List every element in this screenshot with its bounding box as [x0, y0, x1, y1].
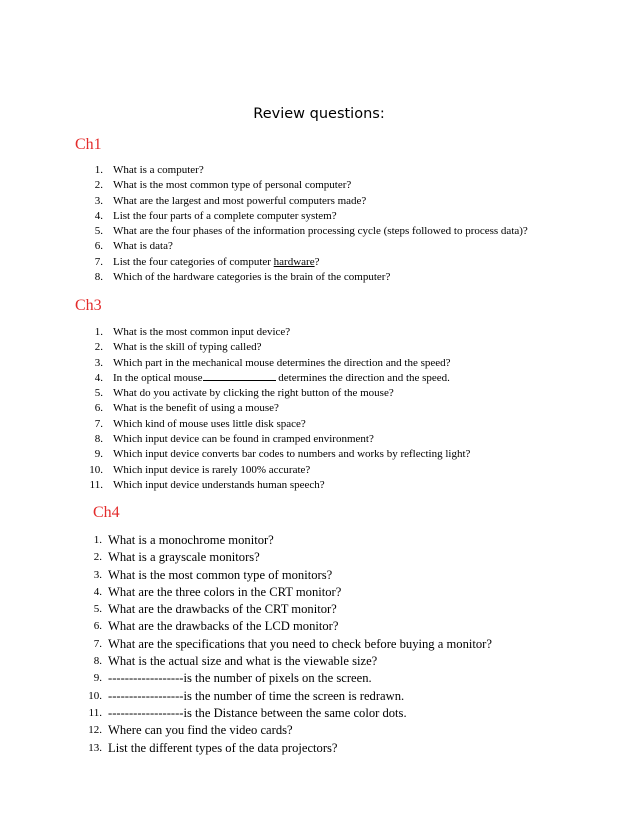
- question-text: Where can you find the video cards?: [108, 723, 293, 738]
- question-number: 12.: [88, 724, 102, 737]
- question-number: 1.: [94, 326, 103, 338]
- question-item: [94, 340, 470, 355]
- question-number: 11.: [89, 478, 103, 491]
- question-item: [94, 432, 470, 447]
- question-number: 7.: [94, 255, 103, 268]
- question-number: 3.: [94, 356, 103, 369]
- question-number: 1.: [93, 534, 102, 546]
- question-item: [94, 371, 470, 386]
- question-item: [94, 194, 528, 209]
- question-text-after: ?: [314, 255, 320, 268]
- question-item: [94, 325, 470, 340]
- question-number: 9.: [93, 672, 102, 685]
- question-item: [93, 532, 492, 549]
- chapter-heading-label: Ch1: [75, 136, 102, 153]
- question-text: Which of the hardware categories is the brain of the computer?: [113, 271, 391, 284]
- question-number: 4.: [93, 585, 102, 598]
- question-number: 7.: [93, 637, 102, 650]
- question-item: [88, 688, 492, 705]
- underlined-term: hardware: [273, 255, 315, 268]
- question-item: [94, 447, 471, 462]
- question-number: 8.: [93, 655, 102, 668]
- question-number: 1.: [94, 164, 103, 176]
- question-text: What are the drawbacks of the LCD monitor?: [108, 619, 339, 634]
- question-item: [93, 670, 492, 687]
- chapter-heading-label: Ch3: [75, 297, 102, 314]
- question-item: [88, 722, 492, 739]
- question-item: [94, 401, 470, 416]
- question-item: [94, 417, 470, 432]
- question-text: ------------------is the number of time the screen is redrawn.: [108, 688, 405, 703]
- question-number: 2.: [94, 179, 103, 192]
- question-list-ch4: [88, 532, 492, 757]
- question-text: What is a grayscale monitors?: [108, 550, 260, 565]
- question-number: 5.: [94, 225, 103, 238]
- page-title: Review questions:: [253, 106, 385, 122]
- chapter-heading-ch4: [93, 504, 120, 522]
- question-text: Which input device converts bar codes to numbers and works by reflecting light?: [113, 448, 471, 461]
- question-number: 10.: [88, 689, 102, 702]
- question-text: What is the actual size and what is the viewable size?: [108, 654, 378, 669]
- question-number: 3.: [93, 568, 102, 581]
- question-text: What are the specifications that you need to check before buying a monitor?: [108, 636, 492, 651]
- question-text: What is the benefit of using a mouse?: [113, 402, 279, 415]
- question-text: What are the drawbacks of the CRT monitor?: [108, 602, 337, 617]
- question-text-before: List the four categories of computer: [113, 255, 274, 268]
- question-number: 6.: [94, 402, 103, 415]
- question-item: [94, 356, 470, 371]
- question-item: [93, 584, 492, 601]
- question-item: [94, 209, 528, 224]
- question-text: What is data?: [113, 240, 173, 253]
- question-number: 13.: [88, 741, 102, 754]
- question-item: [93, 601, 492, 618]
- question-text: What is the most common type of personal computer?: [113, 179, 352, 192]
- question-item: [93, 549, 492, 566]
- question-text: What is a computer?: [113, 164, 204, 176]
- question-item: [94, 239, 528, 254]
- question-text: What are the four phases of the information processing cycle (steps followed to process data)?: [113, 225, 528, 238]
- chapter-heading-ch3: [75, 297, 102, 315]
- question-item: [93, 653, 492, 670]
- question-item: [93, 567, 492, 584]
- question-number: 4.: [94, 371, 103, 384]
- question-number: 8.: [94, 271, 103, 284]
- question-number: 2.: [93, 551, 102, 564]
- question-item: [94, 224, 528, 239]
- question-text: What do you activate by clicking the right button of the mouse?: [113, 387, 394, 400]
- fill-in-blank: [203, 371, 276, 381]
- question-item: [88, 740, 492, 757]
- question-item: [94, 163, 528, 178]
- question-item: [93, 636, 492, 653]
- question-list-ch3: [89, 325, 471, 493]
- question-text: Which part in the mechanical mouse determines the direction and the speed?: [113, 356, 451, 369]
- question-item: [94, 178, 528, 193]
- chapter-heading-label: Ch4: [93, 504, 120, 521]
- question-item: [94, 270, 528, 285]
- question-text-after: determines the direction and the speed.: [275, 371, 450, 384]
- question-list-ch1: [94, 163, 528, 285]
- question-text: What is the most common type of monitors?: [108, 567, 333, 582]
- question-number: 5.: [93, 603, 102, 616]
- question-number: 10.: [89, 463, 103, 476]
- question-number: 8.: [94, 433, 103, 446]
- question-number: 9.: [94, 448, 103, 461]
- question-number: 11.: [88, 706, 102, 719]
- question-text: List the four parts of a complete computer system?: [113, 209, 337, 222]
- question-number: 5.: [94, 387, 103, 400]
- question-number: 7.: [94, 417, 103, 430]
- question-number: 4.: [94, 209, 103, 222]
- question-text: What is the most common input device?: [113, 326, 291, 338]
- question-item: [89, 478, 470, 493]
- question-text: What are the three colors in the CRT monitor?: [108, 584, 342, 599]
- chapter-heading-ch1: [75, 136, 102, 154]
- question-text: What are the largest and most powerful computers made?: [113, 194, 367, 207]
- question-item: [93, 618, 492, 635]
- question-number: 2.: [94, 341, 103, 354]
- question-item: [88, 705, 492, 722]
- question-number: 6.: [94, 240, 103, 253]
- question-text: What is a monochrome monitor?: [108, 533, 274, 547]
- question-text: Which kind of mouse uses little disk space?: [113, 417, 306, 430]
- question-text: What is the skill of typing called?: [113, 341, 262, 354]
- question-item: [94, 255, 528, 270]
- question-text-before: In the optical mouse: [113, 371, 203, 384]
- question-text: ------------------is the Distance between the same color dots.: [108, 705, 407, 720]
- question-number: 3.: [94, 194, 103, 207]
- question-item: [94, 386, 470, 401]
- question-text: ------------------is the number of pixels on the screen.: [108, 671, 372, 686]
- question-item: [89, 463, 470, 478]
- question-text: Which input device understands human speech?: [113, 478, 325, 491]
- question-text: Which input device is rarely 100% accurate?: [113, 463, 311, 476]
- question-number: 6.: [93, 620, 102, 633]
- question-text: List the different types of the data projectors?: [108, 740, 338, 755]
- question-text: Which input device can be found in cramped environment?: [113, 433, 374, 446]
